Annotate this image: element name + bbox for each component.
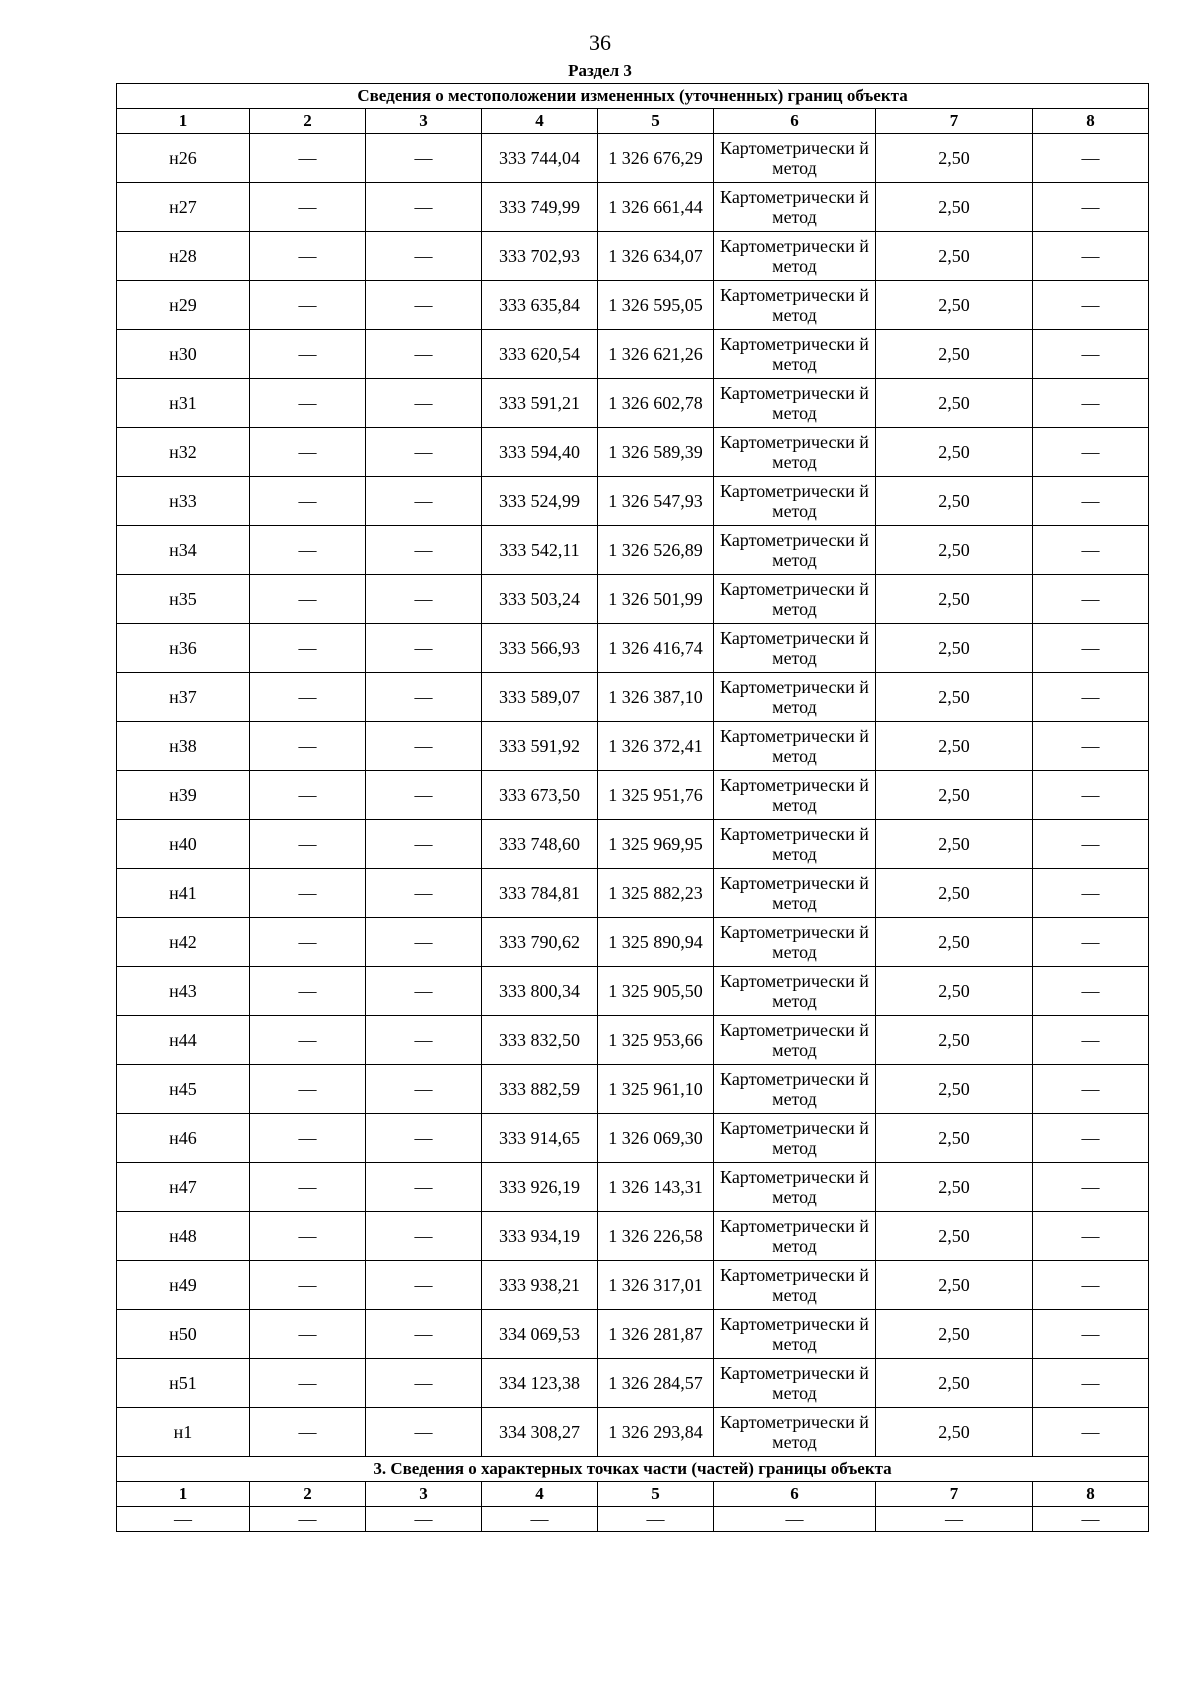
coordinate-y-cell: 1 326 676,29 (598, 134, 714, 183)
method-cell: Картометрически й метод (714, 673, 876, 722)
method-cell: Картометрически й метод (714, 1065, 876, 1114)
empty-cell: — (1033, 1310, 1149, 1359)
table-row (117, 1261, 1149, 1310)
column-number: 5 (598, 109, 714, 134)
empty-cell: — (1033, 869, 1149, 918)
empty-cell: — (1033, 1408, 1149, 1457)
coordinate-x-cell: 333 524,99 (482, 477, 598, 526)
empty-cell: — (250, 1310, 366, 1359)
empty-cell: — (1033, 183, 1149, 232)
coordinate-y-cell: 1 326 621,26 (598, 330, 714, 379)
coordinate-x-cell: 333 882,59 (482, 1065, 598, 1114)
empty-cell: — (1033, 624, 1149, 673)
coordinate-y-cell: 1 325 951,76 (598, 771, 714, 820)
coordinate-x-cell: 333 594,40 (482, 428, 598, 477)
table-row (117, 575, 1149, 624)
empty-cell: — (250, 575, 366, 624)
column-number: 4 (482, 109, 598, 134)
accuracy-cell: 2,50 (876, 428, 1033, 477)
coordinate-x-cell: 333 749,99 (482, 183, 598, 232)
point-cell: н30 (117, 330, 250, 379)
table-row (117, 1359, 1149, 1408)
method-cell: Картометрически й метод (714, 1310, 876, 1359)
column-number: 5 (598, 1482, 714, 1507)
empty-cell: — (366, 967, 482, 1016)
coordinate-y-cell: 1 326 387,10 (598, 673, 714, 722)
empty-cell: — (366, 1163, 482, 1212)
coordinate-y-cell: 1 326 317,01 (598, 1261, 714, 1310)
empty-cell: — (1033, 281, 1149, 330)
empty-cell: — (366, 183, 482, 232)
column-number: 2 (250, 109, 366, 134)
accuracy-cell: 2,50 (876, 575, 1033, 624)
column-number: 2 (250, 1482, 366, 1507)
section-title: Раздел 3 (568, 61, 632, 80)
coordinate-x-cell: 333 800,34 (482, 967, 598, 1016)
coordinate-x-cell: 333 790,62 (482, 918, 598, 967)
coordinate-x-cell: 333 744,04 (482, 134, 598, 183)
empty-cell: — (250, 820, 366, 869)
table-row (117, 1408, 1149, 1457)
point-cell: н1 (117, 1408, 250, 1457)
coordinate-x-cell: 333 591,92 (482, 722, 598, 771)
table-row (117, 183, 1149, 232)
empty-cell: — (366, 477, 482, 526)
empty-cell: — (1033, 771, 1149, 820)
point-cell: н37 (117, 673, 250, 722)
empty-cell: — (366, 1114, 482, 1163)
column-number: 1 (117, 109, 250, 134)
coordinate-y-cell: 1 326 372,41 (598, 722, 714, 771)
table-row (117, 918, 1149, 967)
point-cell: н44 (117, 1016, 250, 1065)
method-cell: Картометрически й метод (714, 1212, 876, 1261)
point-cell: н42 (117, 918, 250, 967)
empty-cell: — (482, 1507, 598, 1532)
point-cell: н36 (117, 624, 250, 673)
empty-cell: — (876, 1507, 1033, 1532)
accuracy-cell: 2,50 (876, 1016, 1033, 1065)
coordinate-x-cell: 333 566,93 (482, 624, 598, 673)
accuracy-cell: 2,50 (876, 722, 1033, 771)
empty-cell: — (250, 134, 366, 183)
empty-cell: — (250, 526, 366, 575)
method-cell: Картометрически й метод (714, 575, 876, 624)
coordinate-y-cell: 1 326 284,57 (598, 1359, 714, 1408)
empty-cell: — (366, 624, 482, 673)
column-number: 7 (876, 109, 1033, 134)
table-row (117, 1163, 1149, 1212)
empty-cell: — (366, 771, 482, 820)
method-cell: Картометрически й метод (714, 918, 876, 967)
accuracy-cell: 2,50 (876, 281, 1033, 330)
coordinate-x-cell: 333 934,19 (482, 1212, 598, 1261)
empty-cell: — (250, 1261, 366, 1310)
empty-cell: — (1033, 1016, 1149, 1065)
empty-cell: — (250, 771, 366, 820)
table-row (117, 134, 1149, 183)
empty-cell: — (1033, 673, 1149, 722)
point-cell: н45 (117, 1065, 250, 1114)
empty-cell: — (1033, 722, 1149, 771)
accuracy-cell: 2,50 (876, 1163, 1033, 1212)
accuracy-cell: 2,50 (876, 869, 1033, 918)
accuracy-cell: 2,50 (876, 820, 1033, 869)
accuracy-cell: 2,50 (876, 477, 1033, 526)
method-cell: Картометрически й метод (714, 379, 876, 428)
empty-cell: — (366, 526, 482, 575)
empty-cell: — (366, 379, 482, 428)
coordinate-y-cell: 1 326 281,87 (598, 1310, 714, 1359)
coordinate-y-cell: 1 325 961,10 (598, 1065, 714, 1114)
empty-cell: — (250, 232, 366, 281)
point-cell: н35 (117, 575, 250, 624)
coordinate-y-cell: 1 325 953,66 (598, 1016, 714, 1065)
empty-cell: — (250, 1212, 366, 1261)
point-cell: н41 (117, 869, 250, 918)
table-row (117, 869, 1149, 918)
column-number: 3 (366, 1482, 482, 1507)
empty-cell: — (250, 183, 366, 232)
column-number: 1 (117, 1482, 250, 1507)
point-cell: н46 (117, 1114, 250, 1163)
table-row (117, 281, 1149, 330)
empty-cell: — (366, 1065, 482, 1114)
point-cell: н48 (117, 1212, 250, 1261)
point-cell: н27 (117, 183, 250, 232)
method-cell: Картометрически й метод (714, 1163, 876, 1212)
table-row (117, 673, 1149, 722)
table-row (117, 624, 1149, 673)
empty-cell: — (1033, 918, 1149, 967)
column-number: 8 (1033, 109, 1149, 134)
empty-cell: — (250, 1016, 366, 1065)
coordinate-x-cell: 333 832,50 (482, 1016, 598, 1065)
table-row (117, 1065, 1149, 1114)
table-row (117, 477, 1149, 526)
empty-cell: — (1033, 428, 1149, 477)
method-cell: Картометрически й метод (714, 330, 876, 379)
empty-cell: — (250, 1359, 366, 1408)
empty-cell: — (366, 722, 482, 771)
method-cell: Картометрически й метод (714, 232, 876, 281)
method-cell: Картометрически й метод (714, 967, 876, 1016)
table-row (117, 526, 1149, 575)
empty-cell: — (714, 1507, 876, 1532)
point-cell: н51 (117, 1359, 250, 1408)
coordinate-x-cell: 333 926,19 (482, 1163, 598, 1212)
empty-cell: — (1033, 232, 1149, 281)
part-column-number-row (117, 1482, 1149, 1507)
point-cell: н32 (117, 428, 250, 477)
empty-cell: — (1033, 477, 1149, 526)
table-title: Сведения о местоположении измененных (уточненных) границ объекта (117, 84, 1149, 109)
point-cell: н33 (117, 477, 250, 526)
empty-cell: — (366, 330, 482, 379)
point-cell: н28 (117, 232, 250, 281)
table-row (117, 820, 1149, 869)
coordinate-y-cell: 1 325 882,23 (598, 869, 714, 918)
method-cell: Картометрически й метод (714, 1359, 876, 1408)
coordinate-y-cell: 1 326 602,78 (598, 379, 714, 428)
column-number: 7 (876, 1482, 1033, 1507)
page-number: 36 (589, 30, 611, 55)
boundary-table (116, 83, 1149, 1532)
empty-cell: — (1033, 1261, 1149, 1310)
table-row (117, 232, 1149, 281)
empty-cell: — (250, 869, 366, 918)
method-cell: Картометрически й метод (714, 281, 876, 330)
empty-cell: — (250, 1408, 366, 1457)
method-cell: Картометрически й метод (714, 1114, 876, 1163)
table-row (117, 1310, 1149, 1359)
empty-cell: — (250, 1507, 366, 1532)
coordinate-x-cell: 333 591,21 (482, 379, 598, 428)
point-cell: н49 (117, 1261, 250, 1310)
empty-cell: — (366, 1261, 482, 1310)
accuracy-cell: 2,50 (876, 1359, 1033, 1408)
part-table-title-row (117, 1457, 1149, 1482)
method-cell: Картометрически й метод (714, 722, 876, 771)
coordinate-y-cell: 1 326 293,84 (598, 1408, 714, 1457)
accuracy-cell: 2,50 (876, 1310, 1033, 1359)
column-number-row (117, 109, 1149, 134)
empty-cell: — (366, 673, 482, 722)
accuracy-cell: 2,50 (876, 1212, 1033, 1261)
part-empty-row (117, 1507, 1149, 1532)
coordinate-y-cell: 1 326 595,05 (598, 281, 714, 330)
column-number: 6 (714, 1482, 876, 1507)
empty-cell: — (1033, 1163, 1149, 1212)
empty-cell: — (1033, 526, 1149, 575)
part-table-title: 3. Сведения о характерных точках части (частей) границы объекта (117, 1457, 1149, 1482)
empty-cell: — (1033, 1359, 1149, 1408)
empty-cell: — (366, 428, 482, 477)
empty-cell: — (366, 869, 482, 918)
coordinate-x-cell: 333 938,21 (482, 1261, 598, 1310)
accuracy-cell: 2,50 (876, 967, 1033, 1016)
empty-cell: — (250, 477, 366, 526)
point-cell: н26 (117, 134, 250, 183)
coordinate-y-cell: 1 326 589,39 (598, 428, 714, 477)
empty-cell: — (1033, 1114, 1149, 1163)
table-title-row (117, 84, 1149, 109)
empty-cell: — (1033, 967, 1149, 1016)
accuracy-cell: 2,50 (876, 379, 1033, 428)
accuracy-cell: 2,50 (876, 526, 1033, 575)
point-cell: н34 (117, 526, 250, 575)
table-row (117, 330, 1149, 379)
empty-cell: — (250, 330, 366, 379)
coordinate-y-cell: 1 326 416,74 (598, 624, 714, 673)
empty-cell: — (366, 1212, 482, 1261)
coordinate-x-cell: 334 123,38 (482, 1359, 598, 1408)
point-cell: н43 (117, 967, 250, 1016)
coordinate-y-cell: 1 326 069,30 (598, 1114, 714, 1163)
empty-cell: — (1033, 1507, 1149, 1532)
method-cell: Картометрически й метод (714, 1016, 876, 1065)
empty-cell: — (366, 918, 482, 967)
accuracy-cell: 2,50 (876, 330, 1033, 379)
accuracy-cell: 2,50 (876, 134, 1033, 183)
table-row (117, 1114, 1149, 1163)
accuracy-cell: 2,50 (876, 1408, 1033, 1457)
empty-cell: — (366, 1408, 482, 1457)
coordinate-x-cell: 334 308,27 (482, 1408, 598, 1457)
empty-cell: — (366, 134, 482, 183)
method-cell: Картометрически й метод (714, 477, 876, 526)
method-cell: Картометрически й метод (714, 869, 876, 918)
coordinate-y-cell: 1 326 501,99 (598, 575, 714, 624)
coordinate-y-cell: 1 326 547,93 (598, 477, 714, 526)
empty-cell: — (1033, 820, 1149, 869)
accuracy-cell: 2,50 (876, 1065, 1033, 1114)
empty-cell: — (250, 281, 366, 330)
coordinate-x-cell: 333 589,07 (482, 673, 598, 722)
empty-cell: — (1033, 1065, 1149, 1114)
column-number: 8 (1033, 1482, 1149, 1507)
table-row (117, 967, 1149, 1016)
empty-cell: — (366, 575, 482, 624)
empty-cell: — (250, 722, 366, 771)
coordinate-y-cell: 1 325 905,50 (598, 967, 714, 1016)
coordinate-y-cell: 1 325 890,94 (598, 918, 714, 967)
point-cell: н39 (117, 771, 250, 820)
coordinate-x-cell: 333 542,11 (482, 526, 598, 575)
column-number: 3 (366, 109, 482, 134)
coordinate-x-cell: 333 503,24 (482, 575, 598, 624)
coordinate-x-cell: 333 748,60 (482, 820, 598, 869)
empty-cell: — (366, 232, 482, 281)
table-row (117, 1016, 1149, 1065)
empty-cell: — (250, 624, 366, 673)
coordinate-y-cell: 1 326 526,89 (598, 526, 714, 575)
empty-cell: — (366, 281, 482, 330)
empty-cell: — (250, 1163, 366, 1212)
empty-cell: — (1033, 575, 1149, 624)
column-number: 6 (714, 109, 876, 134)
method-cell: Картометрически й метод (714, 428, 876, 477)
empty-cell: — (1033, 1212, 1149, 1261)
point-cell: н50 (117, 1310, 250, 1359)
coordinate-x-cell: 333 673,50 (482, 771, 598, 820)
table-row (117, 771, 1149, 820)
empty-cell: — (1033, 379, 1149, 428)
empty-cell: — (250, 673, 366, 722)
empty-cell: — (250, 379, 366, 428)
coordinate-x-cell: 333 702,93 (482, 232, 598, 281)
accuracy-cell: 2,50 (876, 624, 1033, 673)
point-cell: н47 (117, 1163, 250, 1212)
coordinate-x-cell: 333 784,81 (482, 869, 598, 918)
empty-cell: — (250, 918, 366, 967)
accuracy-cell: 2,50 (876, 771, 1033, 820)
table-row (117, 722, 1149, 771)
empty-cell: — (366, 1016, 482, 1065)
empty-cell: — (366, 1310, 482, 1359)
coordinate-y-cell: 1 325 969,95 (598, 820, 714, 869)
coordinate-y-cell: 1 326 661,44 (598, 183, 714, 232)
accuracy-cell: 2,50 (876, 1261, 1033, 1310)
empty-cell: — (598, 1507, 714, 1532)
method-cell: Картометрически й метод (714, 771, 876, 820)
method-cell: Картометрически й метод (714, 820, 876, 869)
empty-cell: — (366, 820, 482, 869)
point-cell: н31 (117, 379, 250, 428)
table-row (117, 379, 1149, 428)
method-cell: Картометрически й метод (714, 134, 876, 183)
coordinate-x-cell: 334 069,53 (482, 1310, 598, 1359)
empty-cell: — (366, 1359, 482, 1408)
point-cell: н40 (117, 820, 250, 869)
empty-cell: — (250, 1114, 366, 1163)
method-cell: Картометрически й метод (714, 183, 876, 232)
coordinate-y-cell: 1 326 226,58 (598, 1212, 714, 1261)
table-row (117, 428, 1149, 477)
accuracy-cell: 2,50 (876, 1114, 1033, 1163)
accuracy-cell: 2,50 (876, 183, 1033, 232)
method-cell: Картометрически й метод (714, 1261, 876, 1310)
empty-cell: — (1033, 134, 1149, 183)
method-cell: Картометрически й метод (714, 1408, 876, 1457)
empty-cell: — (1033, 330, 1149, 379)
coordinate-x-cell: 333 620,54 (482, 330, 598, 379)
coordinate-x-cell: 333 914,65 (482, 1114, 598, 1163)
method-cell: Картометрически й метод (714, 526, 876, 575)
point-cell: н38 (117, 722, 250, 771)
coordinate-y-cell: 1 326 143,31 (598, 1163, 714, 1212)
accuracy-cell: 2,50 (876, 232, 1033, 281)
coordinate-y-cell: 1 326 634,07 (598, 232, 714, 281)
empty-cell: — (250, 428, 366, 477)
column-number: 4 (482, 1482, 598, 1507)
point-cell: н29 (117, 281, 250, 330)
empty-cell: — (117, 1507, 250, 1532)
table-row (117, 1212, 1149, 1261)
empty-cell: — (250, 1065, 366, 1114)
empty-cell: — (366, 1507, 482, 1532)
empty-cell: — (250, 967, 366, 1016)
method-cell: Картометрически й метод (714, 624, 876, 673)
accuracy-cell: 2,50 (876, 918, 1033, 967)
accuracy-cell: 2,50 (876, 673, 1033, 722)
coordinate-x-cell: 333 635,84 (482, 281, 598, 330)
